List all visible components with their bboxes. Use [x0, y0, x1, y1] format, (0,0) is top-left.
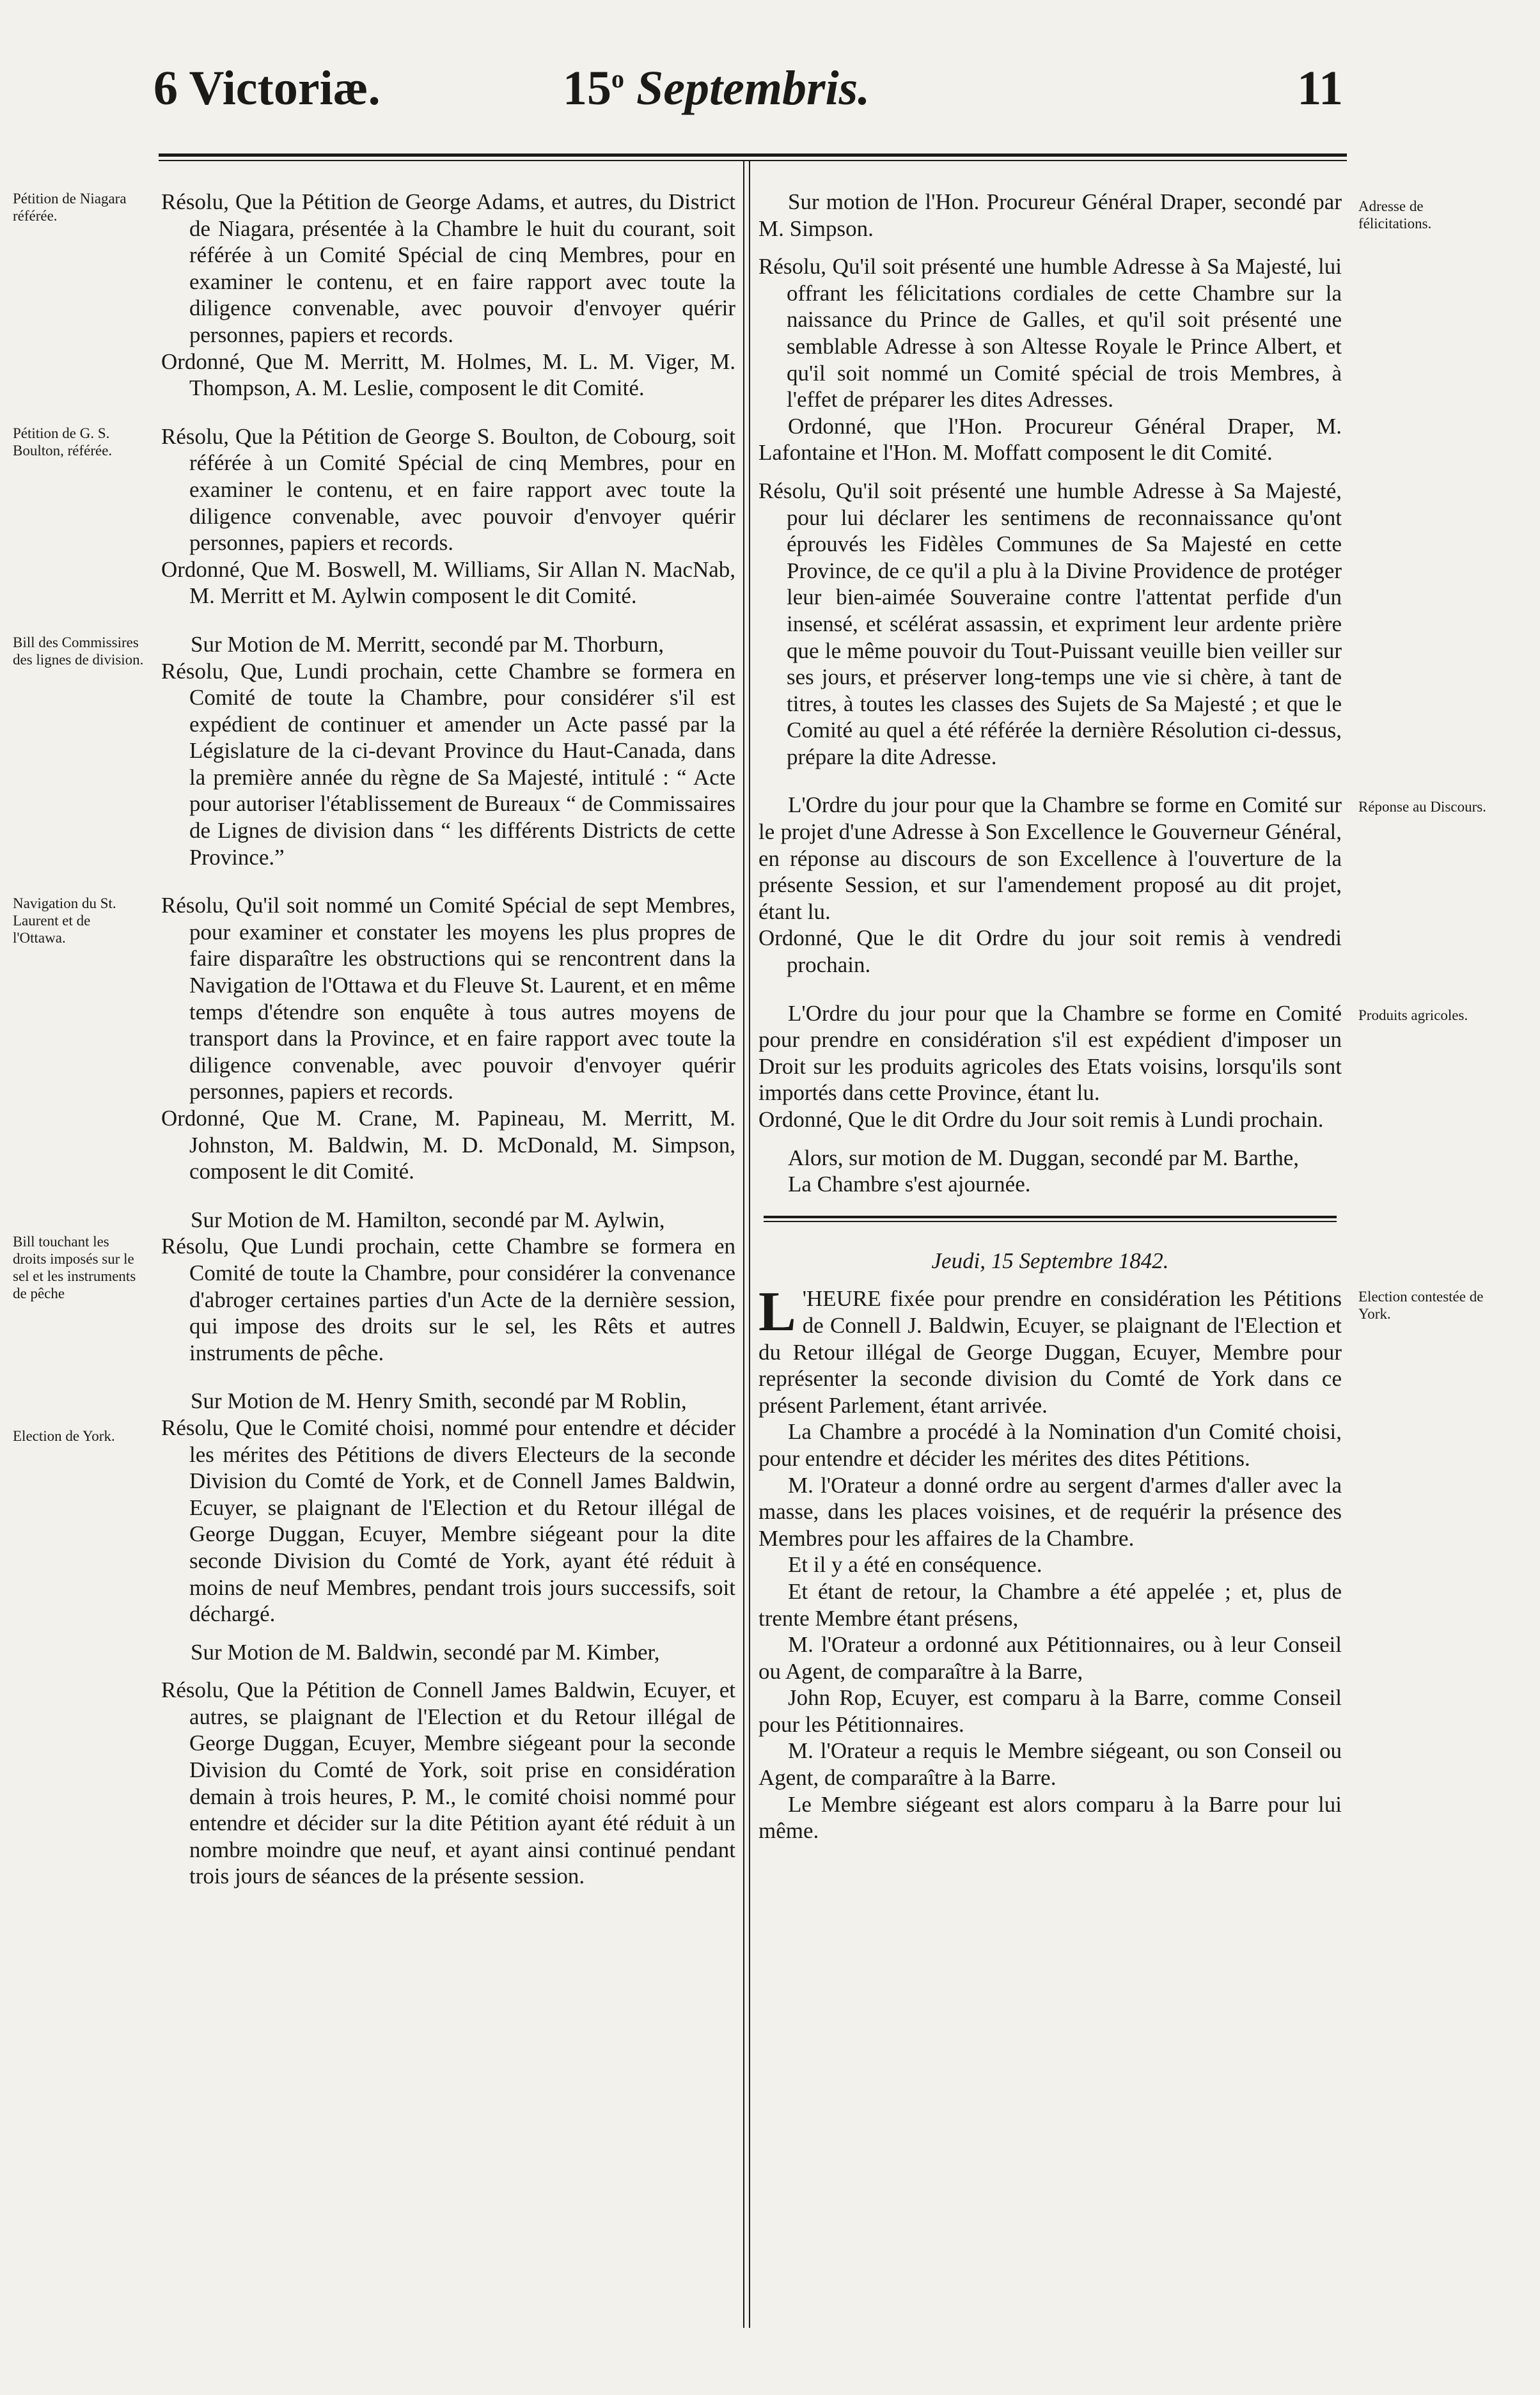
page-header	[153, 61, 1343, 131]
paragraph: Résolu, Que la Pétition de George S. Boulton, de Cobourg, soit référée à un Comité Spécial de cinq Membres, pour en examiner le contenu, et en faire rapport avec toute la diligence convenable, avec pouvoir d'envoyer quérir personnes, papiers et records.	[161, 423, 735, 556]
margin-note-boulton: Pétition de G. S. Boulton, référée.	[13, 425, 113, 459]
column-rule	[743, 160, 744, 2328]
paragraph: Résolu, Que la Pétition de George Adams, et autres, du District de Niagara, présentée à la Chambre le huit du courant, soit référée à un Comité Spécial de cinq Membres, pour en examiner le contenu, et en faire rapport avec toute la diligence convenable, avec pouvoir d'envoyer quérir personnes, papiers et records.	[161, 189, 735, 347]
margin-note-produits: Produits agricoles.	[1358, 1007, 1468, 1023]
margin-note-election: Election de York.	[13, 1427, 115, 1444]
paragraph: John Rop, Ecuyer, est comparu à la Barre, comme Conseil pour les Pétitionnaires.	[758, 1685, 1342, 1737]
column-rule-double	[749, 160, 750, 2328]
margin-note-reponse: Réponse au Discours.	[1358, 799, 1486, 815]
left-column	[13, 189, 735, 1890]
paragraph: Résolu, Que la Pétition de Connell James Baldwin, Ecuyer, et autres, se plaignant de l'Election et du Retour illégal de George Duggan, Ecuyer, Membre siégeant pour la seconde Division du Comté de York, soit prise en considération demain à trois heures, P. M., le comité choisi nommé pour entendre et décider sur la dite Pétition ayant été réduit à un nombre moindre que neuf, et ayant ainsi continué pendant trois jours de séances de la présente session.	[161, 1677, 735, 1889]
margin-note-election-contestee: Election contestée de York.	[1358, 1289, 1484, 1323]
paragraph: Et étant de retour, la Chambre a été appelée ; et, plus de trente Membre étant présens,	[758, 1578, 1342, 1631]
paragraph: Résolu, Qu'il soit nommé un Comité Spécial de sept Membres, pour examiner et constater les moyens les plus propres de faire disparaître les obstructions qui se rencontrent dans la Navigation de l'Ottawa et du Fleuve St. Laurent, et en même temps d'étendre son enquête à tous autres moyens de transport dans la Province, et en faire rapport avec toute la diligence convenable, avec pouvoir d'envoyer quérir personnes, papiers et records.	[161, 893, 735, 1104]
paragraph: M. l'Orateur a ordonné aux Pétitionnaires, ou à leur Conseil ou Agent, de comparaître à la Barre,	[758, 1632, 1342, 1684]
drop-cap: L	[758, 1281, 796, 1344]
paragraph: M. l'Orateur a donné ordre au sergent d'armes d'aller avec la masse, dans les places voisines, et de requérir la présence des Membres pour les affaires de la Chambre.	[758, 1472, 1342, 1551]
date-sup: o	[611, 64, 624, 93]
margin-note-navigation: Navigation du St. Laurent et de l'Ottawa.	[13, 895, 116, 946]
paragraph: Résolu, Que Lundi prochain, cette Chambre se formera en Comité de toute la Chambre, pour considérer la convenance d'abroger certaines parties d'un Acte de la dernière session, qui impose des droits sur le sel, les Rêts et autres instruments de pêche.	[161, 1234, 735, 1365]
margin-note-peche: Bill touchant les droits imposés sur le sel et les instruments de pêche	[13, 1234, 136, 1302]
header-rule-thin	[159, 160, 1347, 161]
paragraph: M. l'Orateur a requis le Membre siégeant, ou son Conseil ou Agent, de comparaître à la Barre.	[758, 1738, 1342, 1791]
paragraph: Sur motion de l'Hon. Procureur Général Draper, secondé par M. Simpson.	[758, 189, 1342, 241]
margin-note-lignes: Bill des Commissires des lignes de division.	[13, 634, 144, 668]
paragraph: Résolu, Que le Comité choisi, nommé pour entendre et décider les mérites des Pétitions de divers Electeurs de la seconde Division du Comté de York, et de Connell James Baldwin, Ecuyer, se plaignant de l'Election et du Retour illégal de George Duggan, Ecuyer, Membre siégeant pour la dite seconde Division du Comté de York, ayant été réduit à moins de neuf Membres, pendant trois jours successifs, soit déchargé.	[161, 1415, 735, 1627]
paragraph: Résolu, Qu'il soit présenté une humble Adresse à Sa Majesté, pour lui déclarer les sentimens de reconnaissance qu'ont éprouvés les Fidèles Communes de Sa Majesté en cette Province, de ce qu'il a plu à la Divine Providence de protéger leur bien-aimée Souveraine contre l'attentat perfide d'un insensé, et scélérat assassin, et expriment leur ardente prière que le même pouvoir du Tout-Puissant veuille bien veiller sur ses jours, et préserver long-temps une vie si chère, à tant de titres, à toutes les classes des Sujets de Sa Majesté ; et que le Comité au quel a été référée la dernière Résolution ci-dessus, prépare la dite Adresse.	[758, 478, 1342, 769]
section-rule-thin	[764, 1221, 1337, 1222]
paragraph: Sur Motion de M. Merritt, secondé par M. Thorburn,	[191, 631, 664, 657]
paragraph: Et il y a été en conséquence.	[788, 1552, 1042, 1578]
paragraph: Le Membre siégeant est alors comparu à la Barre pour lui même.	[758, 1791, 1342, 1844]
section-rule	[764, 1216, 1337, 1218]
margin-note-adresse: Adresse de félicitations.	[1358, 198, 1432, 232]
sitting-date: Jeudi, 15 Septembre 1842.	[931, 1248, 1169, 1273]
paragraph: Sur Motion de M. Hamilton, secondé par M. Aylwin,	[191, 1207, 665, 1232]
paragraph: Résolu, Que, Lundi prochain, cette Chambre se formera en Comité de toute la Chambre, pour considérer s'il est expédient de continuer et amender un Acte passé par la Législature de la ci-devant Province du Haut-Canada, dans la première année du règne de Sa Majesté, intitulé : “ Acte pour autoriser l'établissement de Bureaux “ de Commissaires de Lignes de division dans “ les différents Districts de cette Province.”	[161, 658, 735, 870]
paragraph: Sur Motion de M. Baldwin, secondé par M. Kimber,	[191, 1639, 660, 1665]
paragraph: Ordonné, que l'Hon. Procureur Général Draper, M. Lafontaine et l'Hon. M. Moffatt composent le dit Comité.	[758, 413, 1342, 466]
right-column	[758, 189, 1486, 1844]
paragraph: Ordonné, Que M. Merritt, M. Holmes, M. L. M. Viger, M. Thompson, A. M. Leslie, composent le dit Comité.	[161, 349, 735, 401]
paragraph: L'Ordre du jour pour que la Chambre se forme en Comité pour prendre en considération s'il est expédient d'imposer un Droit sur les produits agricoles des Etats voisins, lorsqu'ils sont importés dans cette Province, étant lu.	[758, 1000, 1342, 1106]
page-number: 11	[1297, 61, 1343, 115]
date-month: Septembris.	[636, 61, 870, 115]
paragraph: Alors, sur motion de M. Duggan, secondé par M. Barthe,	[788, 1145, 1300, 1170]
paragraph: Ordonné, Que le dit Ordre du jour soit remis à vendredi prochain.	[758, 925, 1342, 978]
date-day: 15	[563, 61, 611, 115]
paragraph: Résolu, Qu'il soit présenté une humble Adresse à Sa Majesté, lui offrant les félicitations cordiales de cette Chambre sur la naissance du Prince de Galles, et qu'il soit présenté une semblable Adresse à son Altesse Royale le Prince Albert, et qu'il soit nommé un Comité spécial de trois Membres, à l'effet de préparer les dites Adresses.	[758, 254, 1342, 412]
paragraph: L'Ordre du jour pour que la Chambre se forme en Comité sur le projet d'une Adresse à Son Excellence le Gouverneur Général, en réponse au discours de son Excellence à l'ouverture de la présente Session, et sur l'amendement proposé au dit projet, étant lu.	[758, 792, 1342, 924]
margin-note-adams: Pétition de Niagara référée.	[13, 191, 127, 224]
paragraph: Ordonné, Que le dit Ordre du Jour soit remis à Lundi prochain.	[758, 1107, 1324, 1132]
paragraph: La Chambre a procédé à la Nomination d'un Comité choisi, pour entendre et décider les mérites des dites Pétitions.	[758, 1419, 1342, 1471]
running-head-date	[563, 61, 870, 116]
paragraph: Sur Motion de M. Henry Smith, secondé par M Roblin,	[191, 1388, 687, 1414]
header-rule	[159, 153, 1347, 157]
paragraph: Ordonné, Que M. Crane, M. Papineau, M. Merritt, M. Johnston, M. Baldwin, M. D. McDonald, M. Simpson, composent le dit Comité.	[161, 1106, 735, 1184]
running-head-left: 6 Victoriæ.	[153, 61, 381, 115]
paragraph: Ordonné, Que M. Boswell, M. Williams, Sir Allan N. MacNab, M. Merritt et M. Aylwin composent le dit Comité.	[161, 556, 735, 609]
paragraph: La Chambre s'est ajournée.	[788, 1172, 1031, 1197]
paragraph: L 'HEURE fixée pour prendre en considération les Pétitions de Connell J. Baldwin, Ecuyer, se plaignant de l'Election et du Retour illégal de George Duggan, Ecuyer, Membre pour représenter la seconde division du Comté de York dans ce présent Parlement, étant arrivée.	[758, 1281, 1342, 1418]
